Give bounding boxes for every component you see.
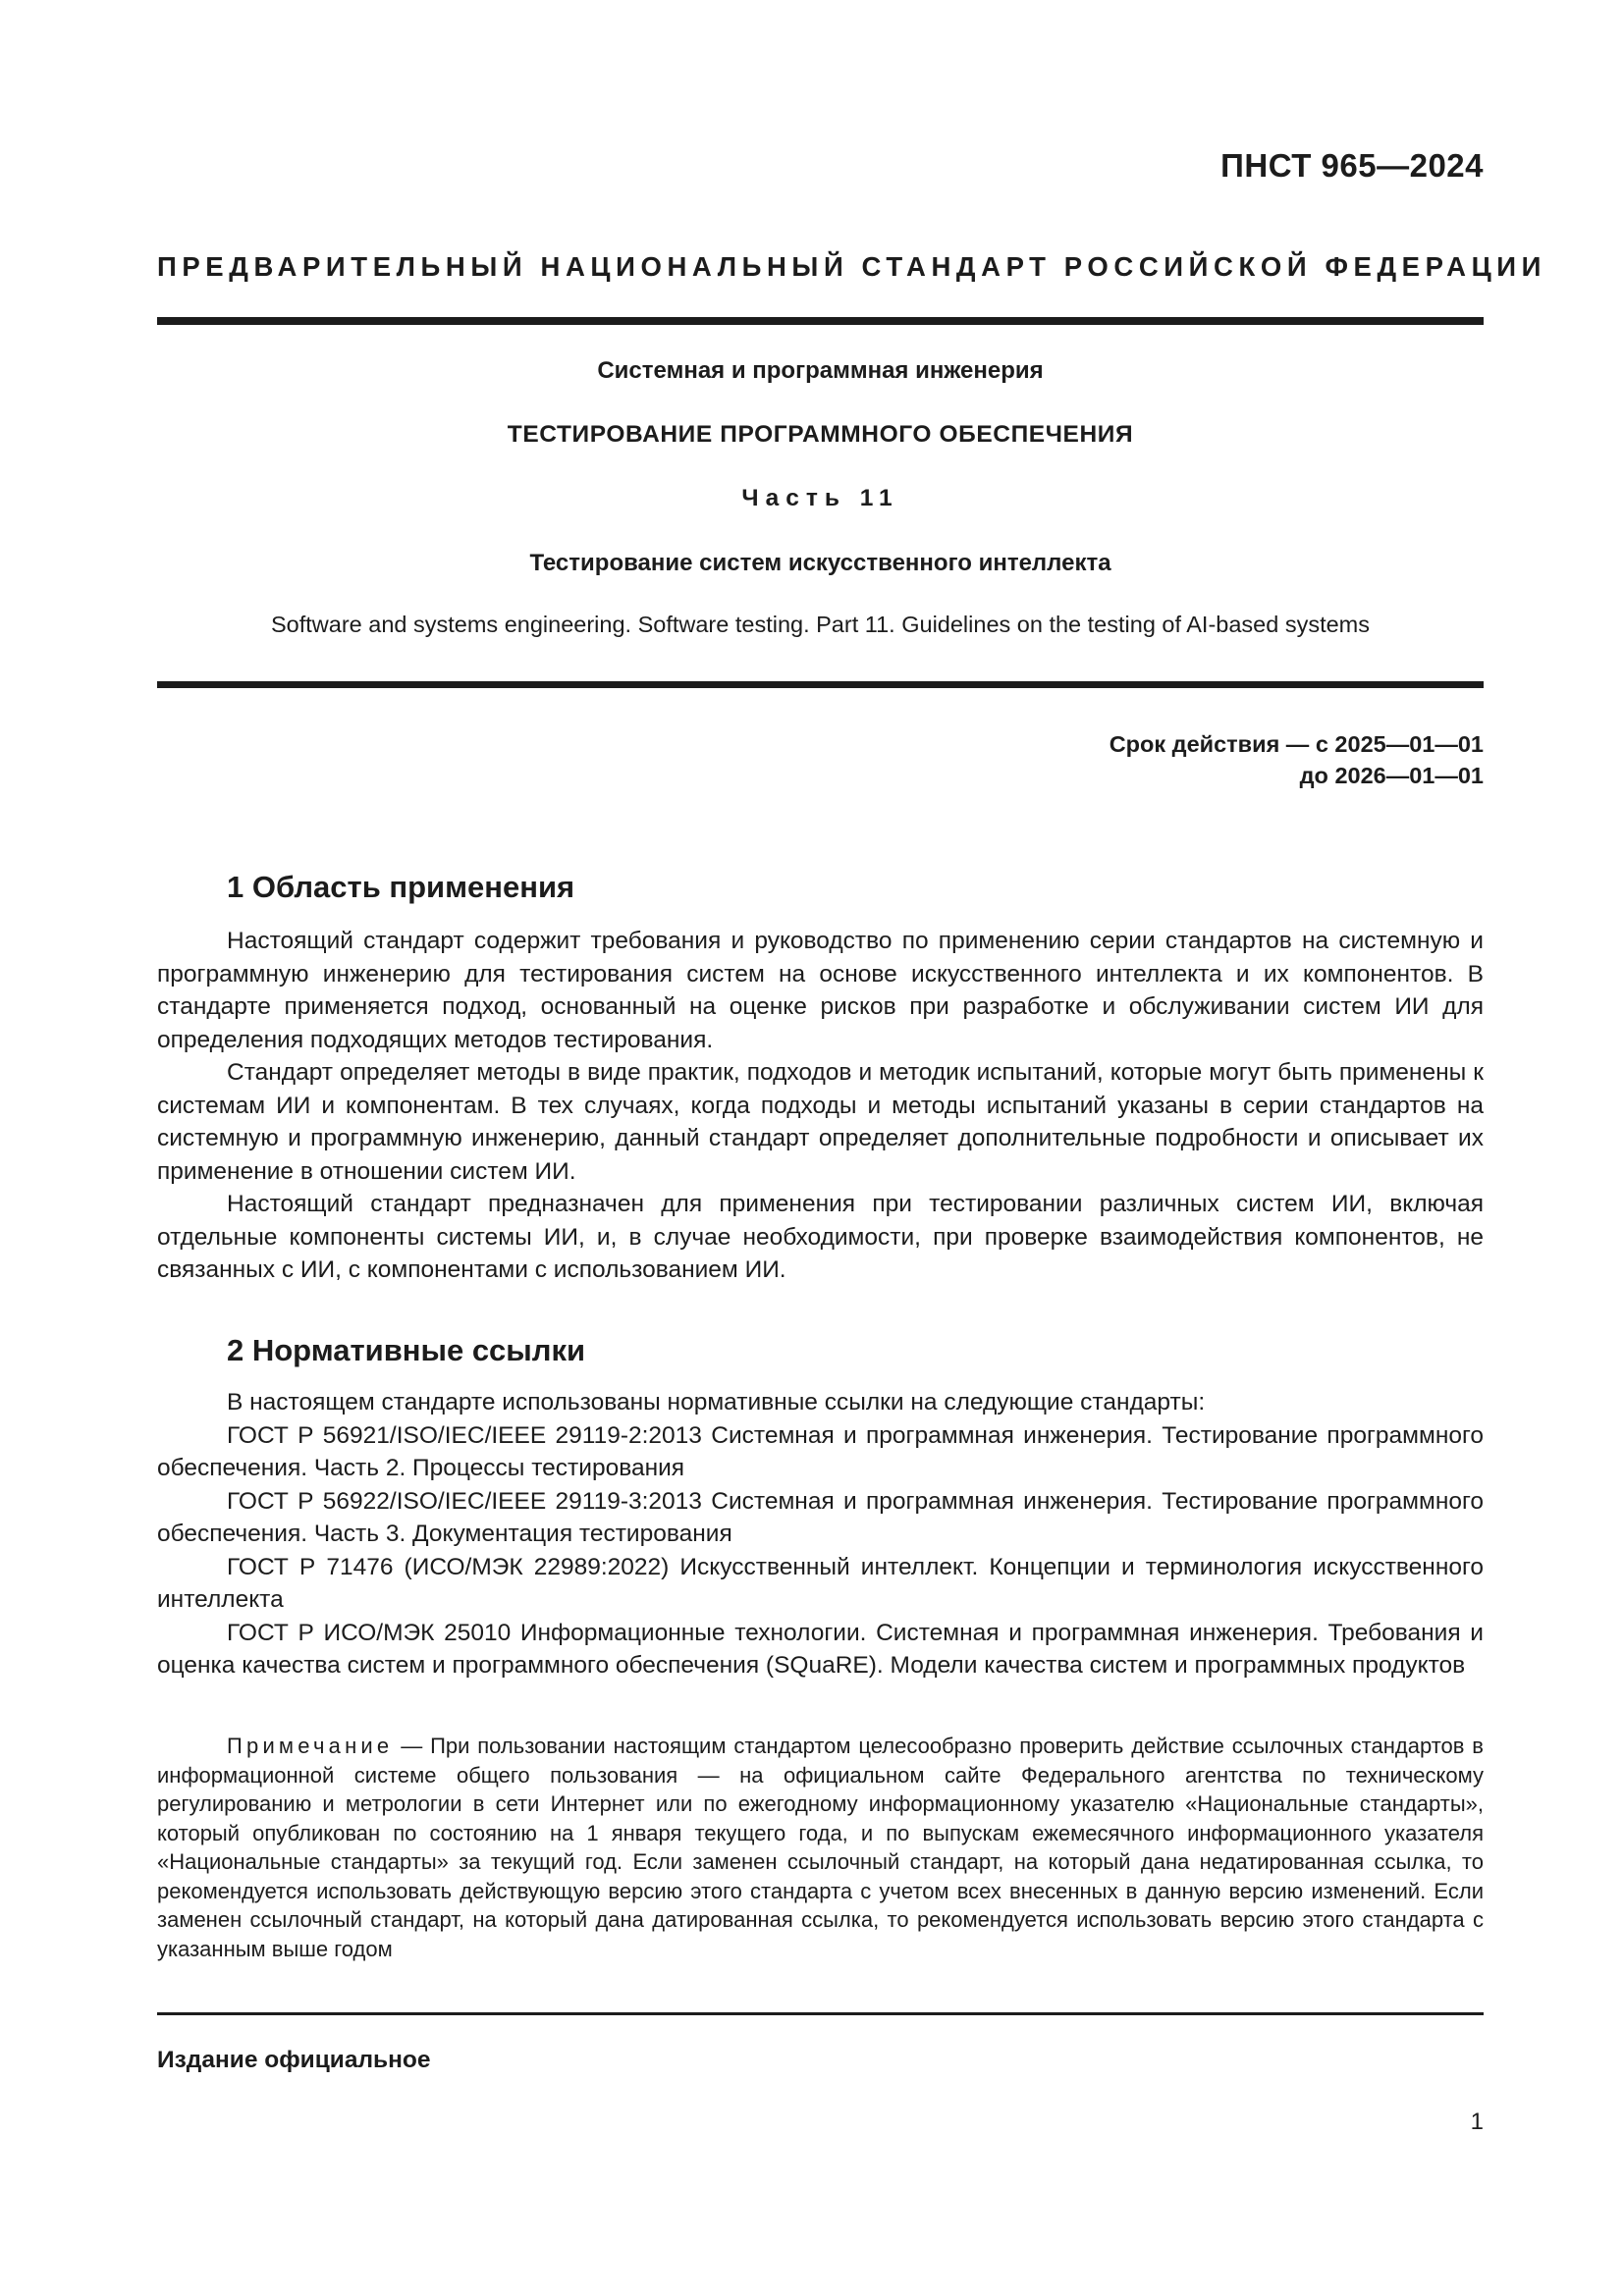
- standard-heading: ПРЕДВАРИТЕЛЬНЫЙ НАЦИОНАЛЬНЫЙ СТАНДАРТ РОССИЙСКОЙ ФЕДЕРАЦИИ: [157, 251, 1546, 282]
- footer-divider: [157, 2012, 1484, 2015]
- title-part: Часть 11: [741, 485, 899, 511]
- title-divider: [157, 681, 1484, 688]
- reference-item: ГОСТ Р 71476 (ИСО/МЭК 22989:2022) Искусственный интеллект. Концепции и терминология искусственного интеллекта: [157, 1553, 1484, 1613]
- note-text: — При пользовании настоящим стандартом целесообразно проверить действие ссылочных стандартов в информационной системе общего пользования — на официальном сайте Федерального агентства по техническому регулированию и метрологии в сети Интернет или по ежегодному информационному указателю «Национальные стандарты», который опубликован по состоянию на 1 января текущего года, и по выпускам ежемесячного информационного указателя «Национальные стандарты» за текущий год. Если заменен ссылочный стандарт, на который дана недатированная ссылка, то рекомендуется использовать действующую версию этого стандарта с учетом всех внесенных в данную версию изменений. Если заменен ссылочный стандарт, на который дана датированная ссылка, то рекомендуется использовать версию этого стандарта с указанным выше годом: [157, 1734, 1484, 1961]
- title-english: Software and systems engineering. Software testing. Part 11. Guidelines on the testing of AI-based systems: [270, 612, 1371, 637]
- reference-item: ГОСТ Р 56921/ISO/IEC/IEEE 29119-2:2013 Системная и программная инженерия. Тестирование программного обеспечения. Часть 2. Процессы тестирования: [157, 1421, 1484, 1481]
- top-divider: [157, 317, 1484, 325]
- edition-label: Издание официальное: [157, 2047, 431, 2073]
- note-label: Примечание: [227, 1734, 394, 1758]
- section-1-paragraph: Стандарт определяет методы в виде практик, подходов и методик испытаний, которые могут быть применены к системам ИИ и компонентам. В тех случаях, когда подходы и методы испытаний указаны в серии стандартов на системную и программную инженерию, данный стандарт определяет дополнительные подробности и описывает их применение в отношении систем ИИ.: [157, 1059, 1484, 1185]
- title-main: ТЕСТИРОВАНИЕ ПРОГРАММНОГО ОБЕСПЕЧЕНИЯ: [507, 421, 1134, 448]
- title-subtitle: Тестирование систем искусственного интеллекта: [529, 550, 1111, 576]
- section-2-body: [157, 1386, 1484, 1682]
- section-1-paragraph: Настоящий стандарт предназначен для применения при тестировании различных систем ИИ, включая отдельные компоненты системы ИИ, и, в случае необходимости, при проверке взаимодействия компонентов, не связанных с ИИ, с компонентами с использованием ИИ.: [157, 1191, 1484, 1283]
- validity-to: до 2026—01—01: [1299, 763, 1484, 788]
- standard-code: ПНСТ 965—2024: [1220, 147, 1484, 184]
- section-1-paragraph: Настоящий стандарт содержит требования и руководство по применению серии стандартов на системную и программную инженерию для тестирования систем на основе искусственного интеллекта и их компонентов. В стандарте применяется подход, основанный на оценке рисков при разработке и обслуживании систем ИИ для определения подходящих методов тестирования.: [157, 928, 1484, 1053]
- section-2-intro: В настоящем стандарте использованы нормативные ссылки на следующие стандарты:: [227, 1389, 1206, 1415]
- page-number: 1: [1470, 2109, 1484, 2135]
- validity-period: [1110, 728, 1484, 791]
- reference-item: ГОСТ Р 56922/ISO/IEC/IEEE 29119-3:2013 Системная и программная инженерия. Тестирование программного обеспечения. Часть 3. Документация тестирования: [157, 1487, 1484, 1547]
- title-series: Системная и программная инженерия: [597, 357, 1044, 384]
- reference-item: ГОСТ Р ИСО/МЭК 25010 Информационные технологии. Системная и программная инженерия. Требования и оценка качества систем и программного обеспечения (SQuaRE). Модели качества систем и программных продуктов: [157, 1619, 1484, 1679]
- section-1-body: [157, 925, 1484, 1287]
- validity-from: Срок действия — с 2025—01—01: [1109, 731, 1484, 757]
- section-2-note: [157, 1732, 1484, 1963]
- section-2-title: 2 Нормативные ссылки: [227, 1333, 586, 1367]
- section-1-title: 1 Область применения: [227, 870, 575, 904]
